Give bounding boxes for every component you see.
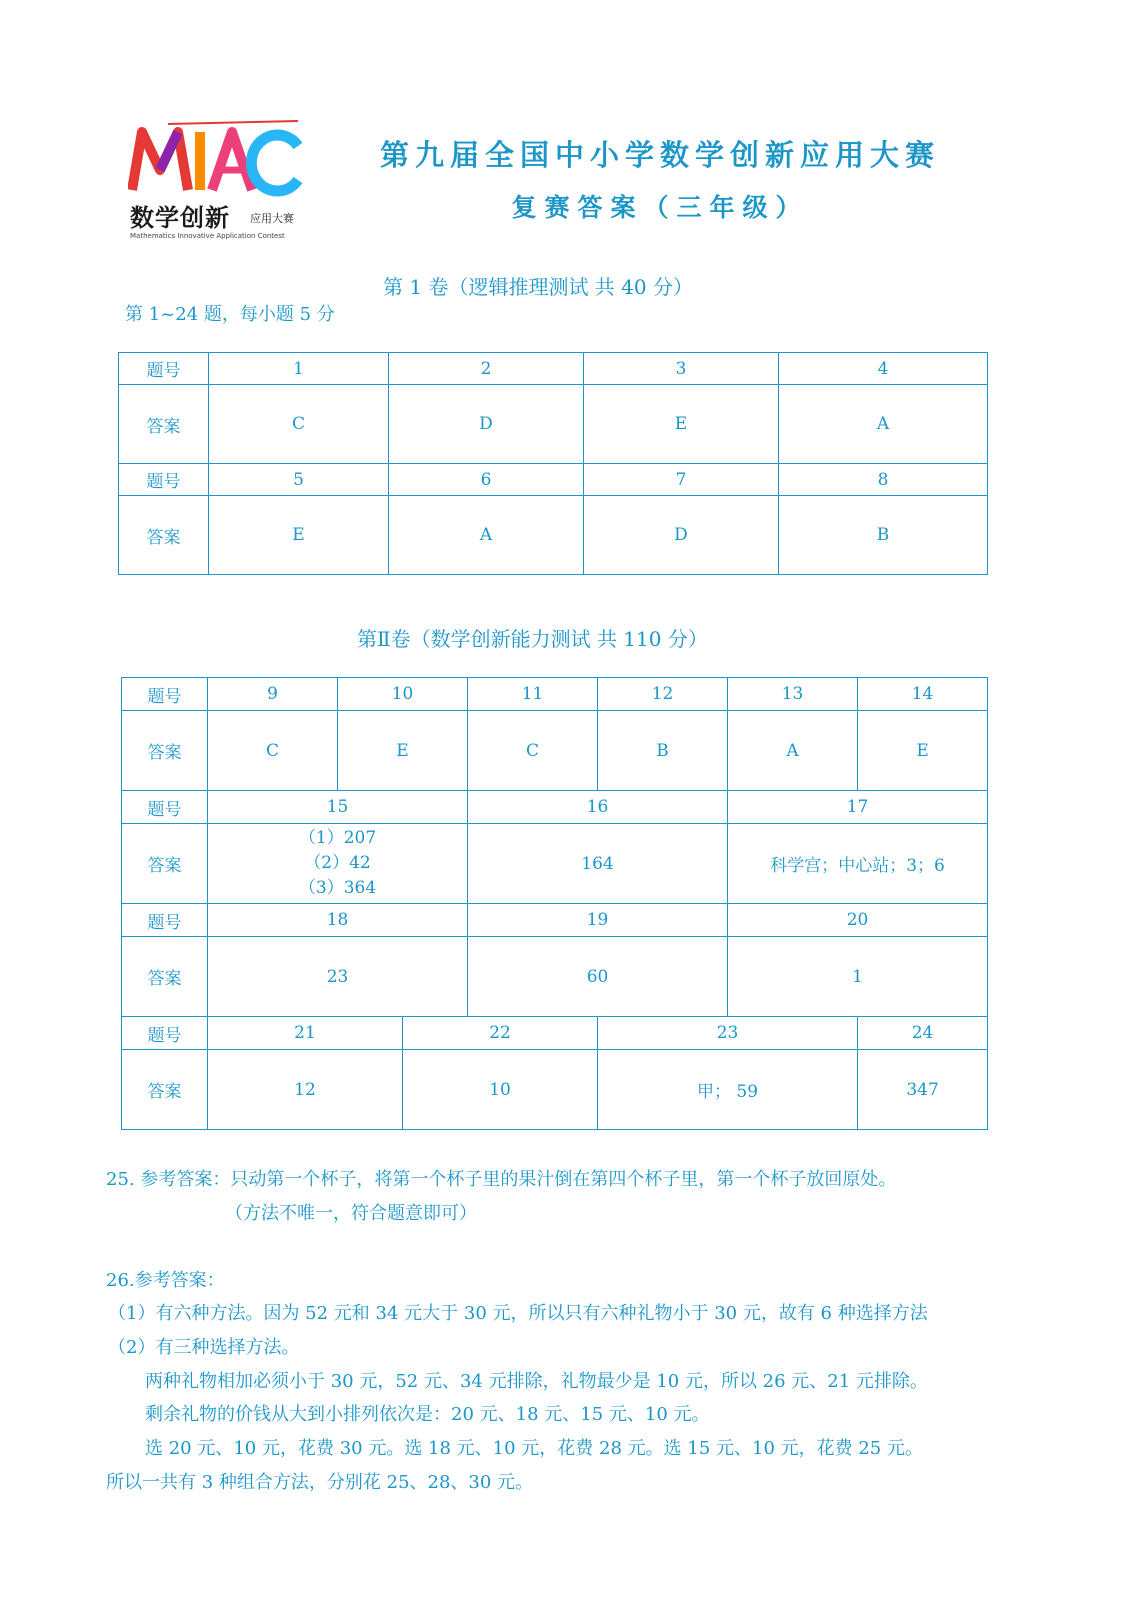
q26-line: （1）有六种方法。因为 52 元和 34 元大于 30 元，所以只有六种礼物小于 30 元，故有 6 种选择方法 bbox=[108, 1303, 928, 1324]
part1-heading: 第 1 卷（逻辑推理测试 共 40 分） bbox=[383, 275, 693, 299]
q26-title: 26.参考答案： bbox=[106, 1270, 225, 1291]
answer-value: C bbox=[468, 711, 598, 791]
question-number: 22 bbox=[403, 1017, 598, 1050]
q26-line: 选 20 元、10 元，花费 30 元。选 18 元、10 元，花费 28 元。选 15 元、10 元，花费 25 元。 bbox=[145, 1438, 923, 1459]
table-row bbox=[119, 464, 988, 496]
answer-value: E bbox=[858, 711, 988, 791]
question-number: 10 bbox=[338, 678, 468, 711]
table-row bbox=[122, 824, 988, 904]
question-number: 7 bbox=[584, 464, 779, 496]
table-row bbox=[119, 496, 988, 575]
table-row bbox=[119, 353, 988, 385]
question-number: 1 bbox=[209, 353, 389, 385]
answer-value: A bbox=[728, 711, 858, 791]
question-number: 3 bbox=[584, 353, 779, 385]
table-row bbox=[122, 1050, 988, 1130]
document-subtitle: 复赛答案（三年级） bbox=[511, 193, 809, 222]
question-number: 21 bbox=[208, 1017, 403, 1050]
answer-line: （2）42 bbox=[304, 853, 371, 873]
answer-value: D bbox=[584, 496, 779, 575]
q26-line: 剩余礼物的价钱从大到小排列依次是：20 元、18 元、15 元、10 元。 bbox=[145, 1404, 710, 1425]
question-number: 13 bbox=[728, 678, 858, 711]
answer-value: A bbox=[389, 496, 584, 575]
answer-label: 答案 bbox=[119, 496, 209, 575]
table-row bbox=[119, 385, 988, 464]
answer-value: 10 bbox=[403, 1050, 598, 1130]
answer-label: 答案 bbox=[122, 711, 208, 791]
answer-value: 1 bbox=[728, 937, 988, 1017]
q26-line: 两种礼物相加必须小于 30 元，52 元、34 元排除，礼物最少是 10 元，所以 26 元、21 元排除。 bbox=[145, 1371, 928, 1392]
table-row bbox=[122, 904, 988, 937]
answer-value: 科学宫；中心站；3；6 bbox=[728, 824, 988, 904]
question-label: 题号 bbox=[122, 1017, 208, 1050]
answer-label: 答案 bbox=[122, 824, 208, 904]
table-row bbox=[122, 791, 988, 824]
question-label: 题号 bbox=[122, 678, 208, 711]
q26-line: （2）有三种选择方法。 bbox=[108, 1337, 300, 1358]
answer-line: （3）364 bbox=[298, 878, 377, 898]
question-number: 14 bbox=[858, 678, 988, 711]
logo-english: Mathematics Innovative Application Contest bbox=[130, 232, 285, 240]
answer-value: 347 bbox=[858, 1050, 988, 1130]
question-number: 15 bbox=[208, 791, 468, 824]
answer-label: 答案 bbox=[122, 937, 208, 1017]
q25-note: （方法不唯一，符合题意即可） bbox=[225, 1203, 477, 1224]
answer-value: D bbox=[389, 385, 584, 464]
q25-answer: 25. 参考答案：只动第一个杯子，将第一个杯子里的果汁倒在第四个杯子里，第一个杯子放回原处。 bbox=[106, 1169, 897, 1190]
document-title: 第九届全国中小学数学创新应用大赛 bbox=[380, 138, 941, 172]
answer-value: E bbox=[584, 385, 779, 464]
miac-logo-letters bbox=[128, 118, 308, 198]
question-label: 题号 bbox=[122, 791, 208, 824]
question-number: 18 bbox=[208, 904, 468, 937]
question-number: 2 bbox=[389, 353, 584, 385]
question-label: 题号 bbox=[119, 464, 209, 496]
answer-value: E bbox=[209, 496, 389, 575]
answer-value: 甲； 59 bbox=[598, 1050, 858, 1130]
answer-value: C bbox=[209, 385, 389, 464]
logo-subtitle: 应用大赛 bbox=[250, 212, 294, 225]
answer-value: 12 bbox=[208, 1050, 403, 1130]
part1-answer-table bbox=[118, 352, 988, 575]
question-number: 16 bbox=[468, 791, 728, 824]
answer-value: B bbox=[598, 711, 728, 791]
question-label: 题号 bbox=[122, 904, 208, 937]
answer-value: C bbox=[208, 711, 338, 791]
table-row bbox=[122, 1017, 988, 1050]
table-row bbox=[122, 711, 988, 791]
question-number: 4 bbox=[779, 353, 988, 385]
answer-label: 答案 bbox=[122, 1050, 208, 1130]
answer-value: B bbox=[779, 496, 988, 575]
part2-heading: 第Ⅱ卷（数学创新能力测试 共 110 分） bbox=[357, 627, 708, 651]
answer-value-q15 bbox=[208, 824, 468, 904]
question-number: 11 bbox=[468, 678, 598, 711]
answer-value: A bbox=[779, 385, 988, 464]
answer-value: E bbox=[338, 711, 468, 791]
question-number: 12 bbox=[598, 678, 728, 711]
answer-value: 23 bbox=[208, 937, 468, 1017]
question-number: 23 bbox=[598, 1017, 858, 1050]
answer-value: 164 bbox=[468, 824, 728, 904]
question-number: 19 bbox=[468, 904, 728, 937]
answer-label: 答案 bbox=[119, 385, 209, 464]
logo-chinese-text: 数学创新 bbox=[130, 204, 230, 232]
question-number: 5 bbox=[209, 464, 389, 496]
part2-answer-table bbox=[121, 677, 988, 1130]
question-label: 题号 bbox=[119, 353, 209, 385]
table-row bbox=[122, 678, 988, 711]
question-number: 9 bbox=[208, 678, 338, 711]
question-number: 6 bbox=[389, 464, 584, 496]
answer-line: （1）207 bbox=[298, 828, 377, 848]
question-number: 17 bbox=[728, 791, 988, 824]
q26-line: 所以一共有 3 种组合方法，分别花 25、28、30 元。 bbox=[106, 1472, 534, 1493]
contest-logo bbox=[128, 118, 308, 243]
question-number: 20 bbox=[728, 904, 988, 937]
part1-note: 第 1~24 题，每小题 5 分 bbox=[125, 304, 335, 325]
question-number: 8 bbox=[779, 464, 988, 496]
answer-value: 60 bbox=[468, 937, 728, 1017]
question-number: 24 bbox=[858, 1017, 988, 1050]
table-row bbox=[122, 937, 988, 1017]
